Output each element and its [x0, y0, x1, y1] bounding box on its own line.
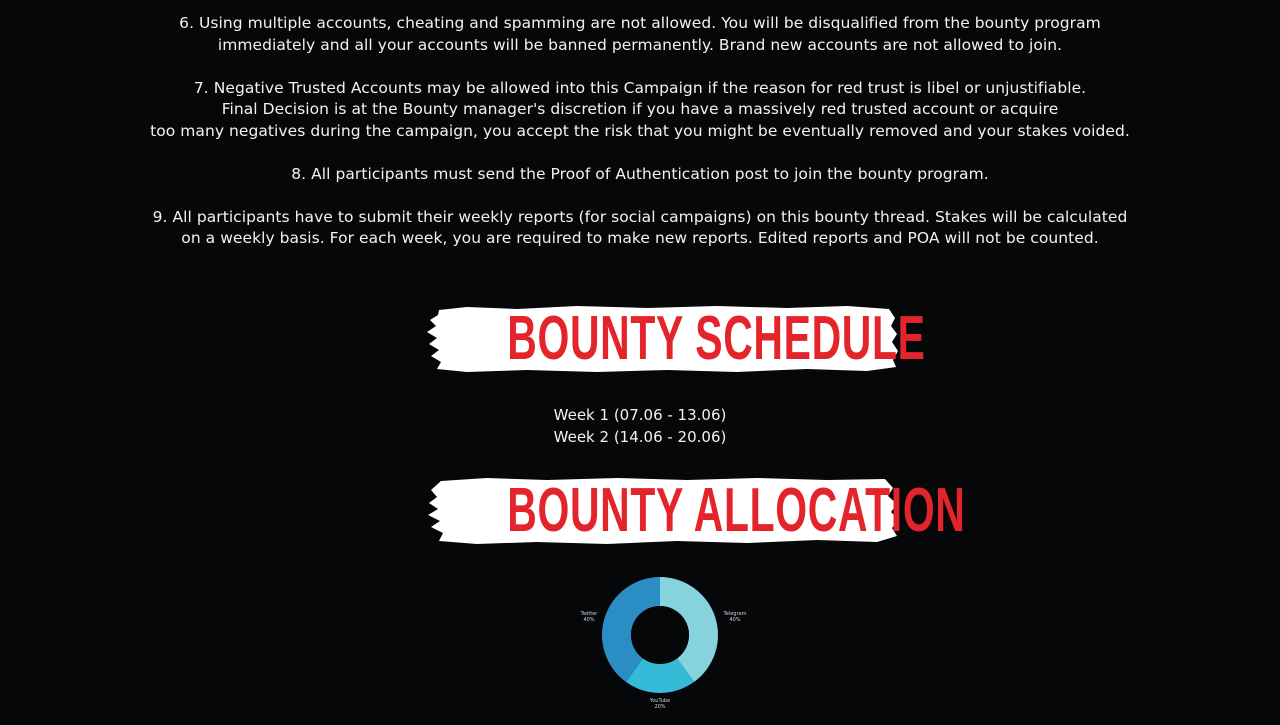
rule-line: on a weekly basis. For each week, you are required to make new reports. Edited reports and POA will not be counted.: [181, 229, 1099, 247]
rule-line: 7. Negative Trusted Accounts may be allowed into this Campaign if the reason for red trust is libel or unjustifiable.: [193, 78, 1087, 97]
schedule-week-2: Week 2 (14.06 - 20.06): [553, 428, 727, 446]
rule-line: 8. All participants must send the Proof of Authentication post to join the bounty program.: [291, 164, 989, 183]
bounty-schedule-banner: [427, 304, 926, 374]
slice-label-youtube: [645, 698, 675, 710]
rule-line: Final Decision is at the Bounty manager's discretion if you have a massively red trusted account or acquire: [221, 100, 1059, 118]
slice-label-value: 40%: [583, 617, 595, 623]
rule-7: [0, 78, 1280, 143]
rule-line: 9. All participants have to submit their weekly reports (for social campaigns) on this bounty thread. Stakes will be calculated: [152, 207, 1128, 226]
rule-9: [0, 207, 1280, 250]
banner-title: BOUNTY SCHEDULE: [507, 304, 926, 373]
donut-hole: [631, 606, 689, 664]
slice-label-value: 20%: [654, 704, 666, 710]
allocation-donut-chart: [560, 570, 760, 720]
slice-label-value: 40%: [729, 617, 741, 623]
bounty-allocation-banner: [427, 476, 966, 546]
slice-label-name: Twitter: [580, 611, 598, 617]
slice-label-twitter: [574, 611, 604, 623]
schedule-week-1: Week 1 (07.06 - 13.06): [553, 406, 727, 424]
banner-title: BOUNTY ALLOCATION: [507, 476, 966, 545]
slice-label-name: Telegram: [723, 611, 747, 617]
schedule-list: [0, 404, 1280, 448]
slice-label-telegram: [720, 611, 750, 623]
rules-section: [0, 13, 1280, 271]
rule-6: [0, 13, 1280, 56]
rule-8: [0, 164, 1280, 186]
rule-line: immediately and all your accounts will be banned permanently. Brand new accounts are not allowed to join.: [217, 35, 1063, 54]
slice-label-name: YouTube: [649, 698, 671, 704]
rule-line: too many negatives during the campaign, you accept the risk that you might be eventually removed and your stakes voided.: [150, 121, 1130, 140]
rule-line: 6. Using multiple accounts, cheating and spamming are not allowed. You will be disqualified from the bounty program: [179, 14, 1101, 32]
